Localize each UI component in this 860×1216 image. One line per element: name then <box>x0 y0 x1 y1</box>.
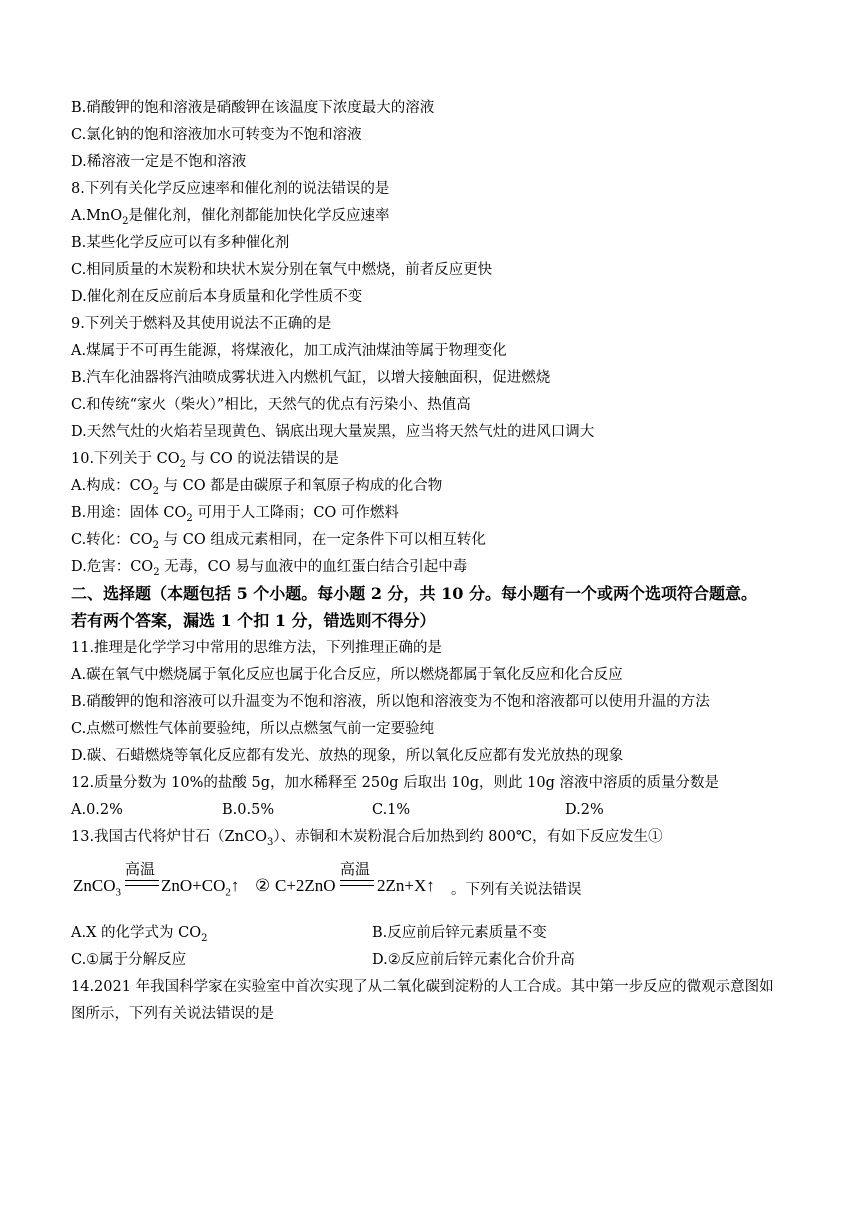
q8-option-d: D.催化剂在反应前后本身质量和化学性质不变 <box>71 289 363 305</box>
q11-option-c: C.点燃可燃性气体前要验纯，所以点燃氢气前一定要验纯 <box>71 721 435 737</box>
q11-option-b: B.硝酸钾的饱和溶液可以升温变为不饱和溶液，所以饱和溶液变为不饱和溶液都可以使用升温的方法 <box>71 694 710 710</box>
eq1-products: $ZnO+CO_2↑$ <box>161 876 240 899</box>
eq1-reactant: ZnCO$_3$ <box>73 876 121 899</box>
q9-option-d: D.天然气灶的火焰若呈现黄色、锅底出现大量炭黑，应当将天然气灶的进风口调大 <box>71 424 595 440</box>
q12-option-a: A.0.2% <box>71 802 123 818</box>
q8-option-a: A.MnO$_2$是催化剂，催化剂都能加快化学反应速率 <box>71 208 390 227</box>
q7-option-b: B.硝酸钾的饱和溶液是硝酸钾在该温度下浓度最大的溶液 <box>71 100 435 116</box>
q9-stem: 9.下列关于燃料及其使用说法不正确的是 <box>71 316 332 332</box>
q13-option-a: A.X 的化学式为 $CO_2$ <box>71 925 208 944</box>
q10-option-b: B.用途：固体 $CO_2$ 可用于人工降雨；CO 可作燃料 <box>71 505 399 524</box>
section2-header-line2: 若有两个答案，漏选 1 个扣 1 分，错选则不得分） <box>71 611 436 630</box>
q12-option-c: C.1% <box>372 802 411 818</box>
q7-option-d: D.稀溶液一定是不饱和溶液 <box>71 154 247 170</box>
q8-stem: 8.下列有关化学反应速率和催化剂的说法错误的是 <box>71 181 390 197</box>
q10-option-c: C.转化：$CO_2$ 与 CO 组成元素相同，在一定条件下可以相互转化 <box>71 532 486 551</box>
eq2-condition: 高温 <box>340 860 371 878</box>
q14-stem-line1: 14.2021 年我国科学家在实验室中首次实现了从二氧化碳到淀粉的人工合成。其中第一步反应的微观示意图如 <box>71 979 774 995</box>
q8-option-b: B.某些化学反应可以有多种催化剂 <box>71 235 290 251</box>
q12-stem: 12.质量分数为 10%的盐酸 5g，加水稀释至 250g 后取出 10g，则此 10g 溶液中溶质的质量分数是 <box>71 775 719 791</box>
eq2-products: 2Zn+X↑ <box>377 876 435 895</box>
q13-option-d: D.②反应前后锌元素化合价升高 <box>372 952 575 968</box>
q9-option-b: B.汽车化油器将汽油喷成雾状进入内燃机气缸，以增大接触面积，促进燃烧 <box>71 370 551 386</box>
eq2-equals-sign <box>340 880 374 886</box>
q12-option-d: D.2% <box>565 802 604 818</box>
q13-option-b: B.反应前后锌元素质量不变 <box>372 925 547 941</box>
q13-option-c: C.①属于分解反应 <box>71 952 187 968</box>
q8-option-c: C.相同质量的木炭粉和块状木炭分别在氧气中燃烧，前者反应更快 <box>71 262 493 278</box>
eq1-equals-sign <box>125 880 159 886</box>
eq1-condition: 高温 <box>125 860 156 878</box>
q13-stem-tail: 。下列有关说法错误 <box>451 882 582 898</box>
q11-option-a: A.碳在氧气中燃烧属于氧化反应也属于化合反应，所以燃烧都属于氧化反应和化合反应 <box>71 667 623 683</box>
eq2-reactants: C+2ZnO <box>275 876 336 895</box>
q9-option-a: A.煤属于不可再生能源，将煤液化，加工成汽油煤油等属于物理变化 <box>71 343 507 359</box>
q11-option-d: D.碳、石蜡燃烧等氧化反应都有发光、放热的现象，所以氧化反应都有发光放热的现象 <box>71 748 624 764</box>
q10-stem: 10.下列关于 $CO_2$ 与 CO 的说法错误的是 <box>71 451 339 470</box>
q9-option-c: C.和传统“家火（柴火）”相比，天然气的优点有污染小、热值高 <box>71 397 471 413</box>
q14-stem-line2: 图所示，下列有关说法错误的是 <box>71 1006 274 1022</box>
q10-option-d: D.危害：$CO_2$ 无毒，CO 易与血液中的血红蛋白结合引起中毒 <box>71 559 468 578</box>
q11-stem: 11.推理是化学学习中常用的思维方法，下列推理正确的是 <box>71 640 443 656</box>
eq2-label: ② <box>255 876 271 895</box>
q13-stem: 13.我国古代将炉甘石（ZnCO$_3$）、赤铜和木炭粉混合后加热到约 800℃，有如下反应发生① <box>71 829 663 848</box>
q12-option-b: B.0.5% <box>222 802 275 818</box>
section2-header-line1: 二、选择题（本题包括 5 个小题。每小题 2 分，共 10 分。每小题有一个或两个选项符合题意。 <box>71 584 757 603</box>
q10-option-a: A.构成：$CO_2$ 与 CO 都是由碳原子和氧原子构成的化合物 <box>71 478 443 497</box>
q7-option-c: C.氯化钠的饱和溶液加水可转变为不饱和溶液 <box>71 127 362 143</box>
